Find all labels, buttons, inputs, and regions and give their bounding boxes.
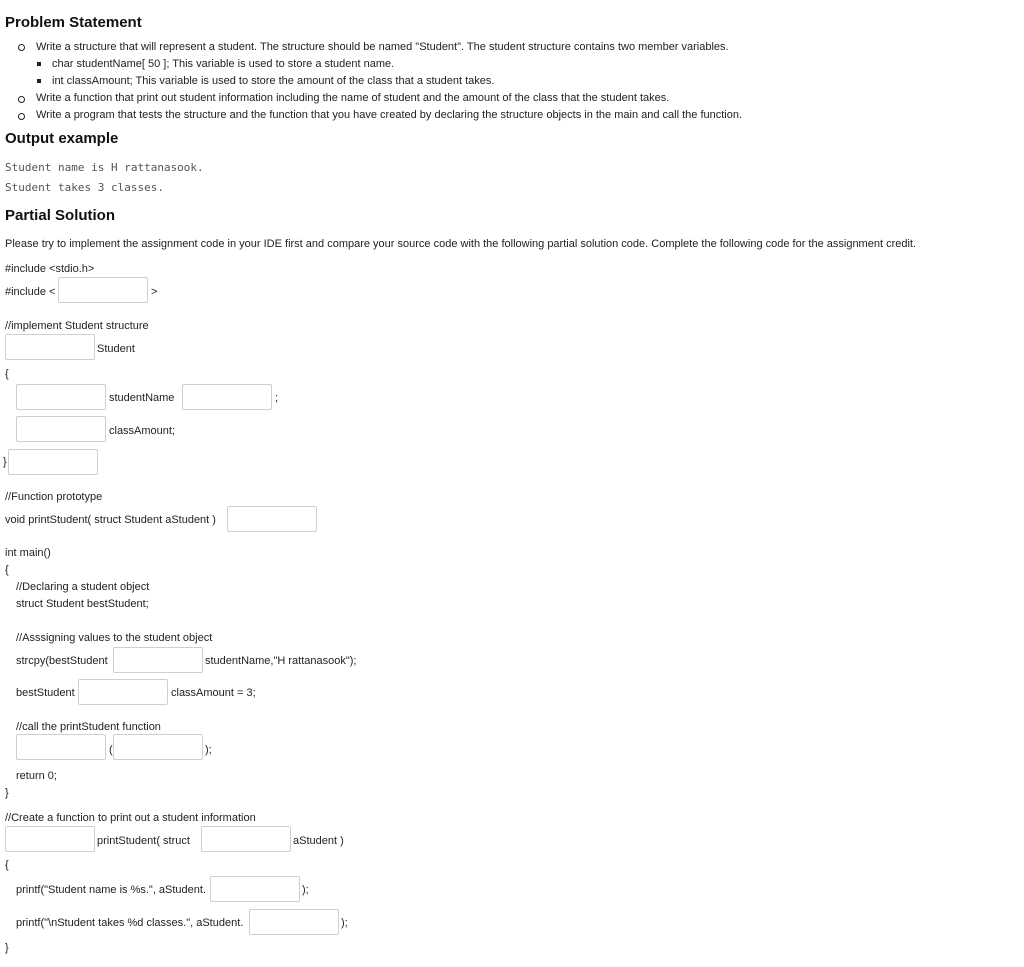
member1-size-input[interactable] xyxy=(182,384,272,410)
return-statement: return 0; xyxy=(16,770,57,782)
problem-bullet-3: Write a program that tests the structure and the function that you have created by declaring the structure objects in the main and call the function. xyxy=(36,109,743,121)
include-suffix: > xyxy=(151,286,158,298)
declare-statement: struct Student bestStudent; xyxy=(16,598,149,610)
printf-name-end: ); xyxy=(302,884,309,896)
member1-semicolon: ; xyxy=(275,392,279,404)
problem-statement-heading: Problem Statement xyxy=(5,14,142,31)
problem-bullet-2: Write a function that print out student information including the name of student and the amount of the class that the student takes. xyxy=(36,92,670,104)
function-signature-mid: printStudent( struct xyxy=(97,835,190,847)
printf-classes-prefix: printf("\nStudent takes %d classes.", aStudent. xyxy=(16,917,244,929)
member2-name: classAmount; xyxy=(109,425,176,437)
close-brace: } xyxy=(3,456,7,468)
member1-name: studentName xyxy=(109,392,175,404)
comment-create-function: //Create a function to print out a student information xyxy=(5,812,256,824)
function-open-brace: { xyxy=(5,859,9,871)
bullet-circle-icon xyxy=(18,113,25,120)
strcpy-prefix: strcpy(bestStudent xyxy=(16,655,108,667)
bullet-square-icon xyxy=(37,79,41,83)
problem-bullet-1b: int classAmount; This variable is used to store the amount of the class that a student takes. xyxy=(52,75,495,87)
function-signature-end: aStudent ) xyxy=(293,835,344,847)
comment-assign: //Asssigning values to the student object xyxy=(16,632,213,644)
strcpy-suffix: studentName,"H rattanasook"); xyxy=(205,655,357,667)
prototype-signature: void printStudent( struct Student aStudent ) xyxy=(5,514,216,526)
printf-name-member-input[interactable] xyxy=(210,876,300,902)
main-open-brace: { xyxy=(5,564,9,576)
comment-declare: //Declaring a student object xyxy=(16,581,150,593)
partial-solution-heading: Partial Solution xyxy=(5,207,116,224)
assign-member-access-input[interactable] xyxy=(78,679,168,705)
comment-function-prototype: //Function prototype xyxy=(5,491,103,503)
call-open-paren: ( xyxy=(109,744,113,756)
prototype-end-input[interactable] xyxy=(227,506,317,532)
partial-intro: Please try to implement the assignment code in your IDE first and compare your source code with the following partial solution code. Complete the following code for the assignment credit. xyxy=(5,238,917,250)
printf-classes-member-input[interactable] xyxy=(249,909,339,935)
member1-type-input[interactable] xyxy=(16,384,106,410)
open-brace: { xyxy=(5,368,9,380)
problem-bullet-1a: char studentName[ 50 ]; This variable is used to store a student name. xyxy=(52,58,395,70)
call-end: ); xyxy=(205,744,212,756)
problem-bullet-1: Write a structure that will represent a student. The structure should be named "Student". The student structure contains two member variables. xyxy=(36,41,729,53)
main-close-brace: } xyxy=(5,787,9,799)
bullet-circle-icon xyxy=(18,44,25,51)
include-header-input[interactable] xyxy=(58,277,148,303)
output-example-heading: Output example xyxy=(5,130,119,147)
struct-end-input[interactable] xyxy=(8,449,98,475)
main-signature: int main() xyxy=(5,547,51,559)
struct-keyword-input[interactable] xyxy=(5,334,95,360)
output-line-1: Student name is H rattanasook. xyxy=(5,161,204,174)
printf-classes-end: ); xyxy=(341,917,348,929)
include-stdio: #include <stdio.h> xyxy=(5,263,95,275)
struct-name: Student xyxy=(97,343,135,355)
function-return-type-input[interactable] xyxy=(5,826,95,852)
include-prefix: #include < xyxy=(5,286,56,298)
call-argument-input[interactable] xyxy=(113,734,203,760)
member2-type-input[interactable] xyxy=(16,416,106,442)
assign-prefix: bestStudent xyxy=(16,687,75,699)
function-close-brace: } xyxy=(5,942,9,954)
output-line-2: Student takes 3 classes. xyxy=(5,181,164,194)
bullet-circle-icon xyxy=(18,96,25,103)
call-function-input[interactable] xyxy=(16,734,106,760)
comment-call: //call the printStudent function xyxy=(16,721,161,733)
function-param-type-input[interactable] xyxy=(201,826,291,852)
bullet-square-icon xyxy=(37,62,41,66)
assign-suffix: classAmount = 3; xyxy=(171,687,256,699)
strcpy-member-access-input[interactable] xyxy=(113,647,203,673)
printf-name-prefix: printf("Student name is %s.", aStudent. xyxy=(16,884,207,896)
comment-implement-structure: //implement Student structure xyxy=(5,320,149,332)
